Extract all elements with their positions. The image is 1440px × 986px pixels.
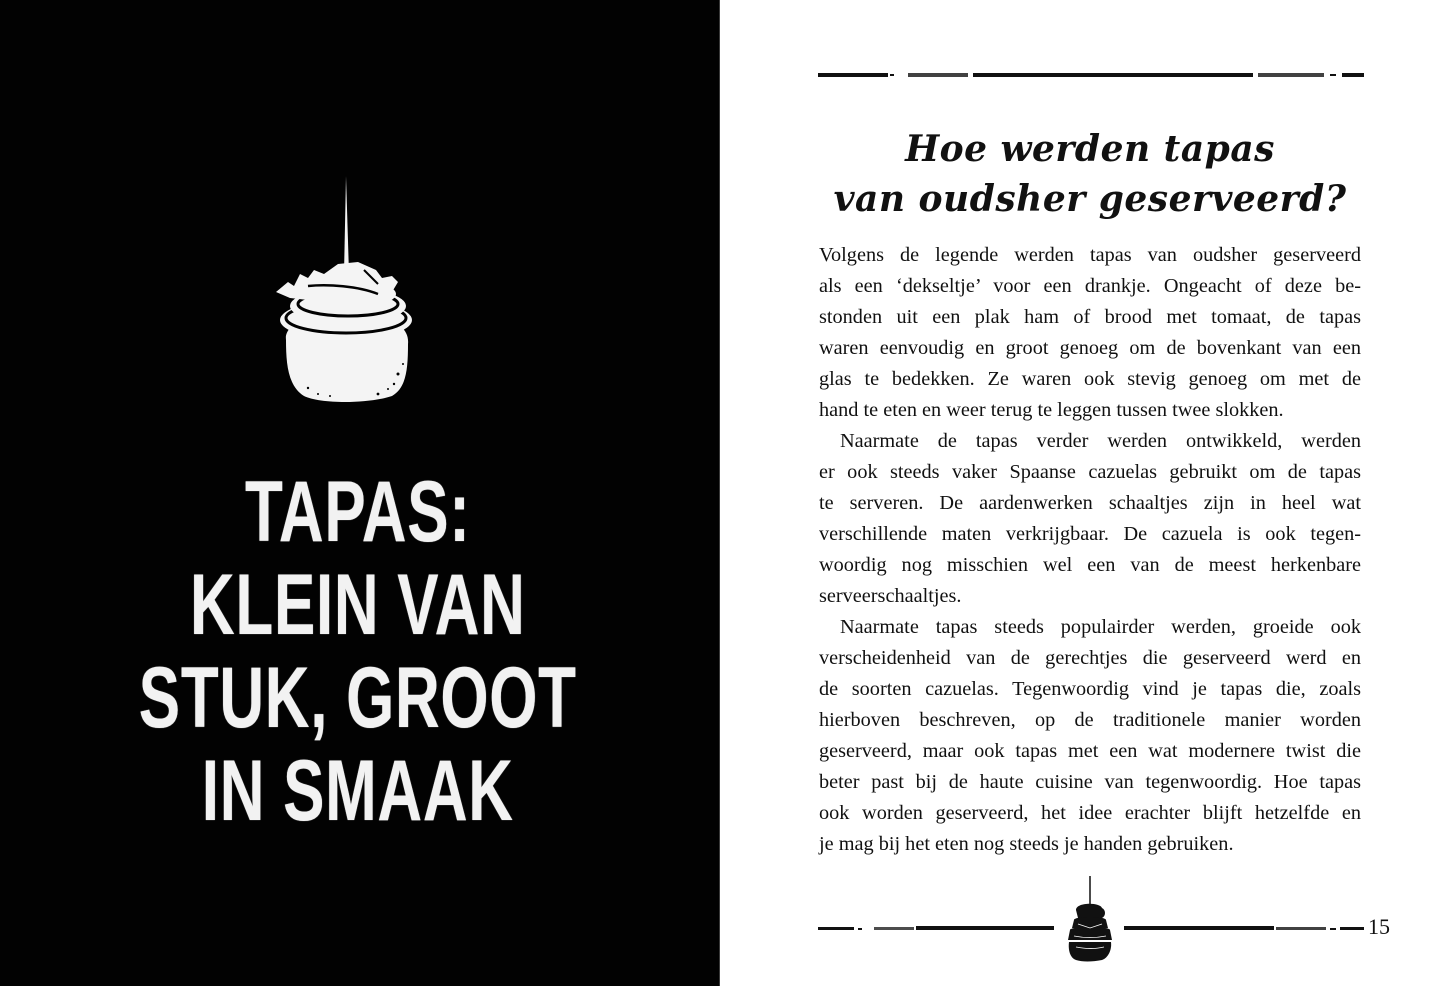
paragraph-line: stonden uit een plak ham of brood met tomaat, de tapas [819, 306, 1361, 328]
section-heading [820, 124, 1360, 224]
paragraph-line: ook worden geserveerd, het idee erachter blijft hetzelfde en [819, 802, 1361, 824]
tapas-skewer-icon [268, 174, 424, 406]
page-number: 15 [1368, 914, 1390, 939]
paragraph-line: geserveerd, maar ook tapas met een wat modernere twist die [819, 740, 1361, 762]
section-heading-line: Hoe werden tapas [905, 128, 1275, 170]
paragraph-line: er ook steeds vaker Spaanse cazuelas gebruikt om de tapas [819, 461, 1361, 483]
paragraph-line: als een ‘dekseltje’ voor een drankje. Ongeacht of deze be- [819, 275, 1361, 297]
paragraph-line: verscheidenheid van de gerechtjes die geserveerd werd en [819, 647, 1361, 669]
paragraph-line: te serveren. De aardenwerken schaaltjes zijn in heel wat [819, 492, 1361, 514]
tapas-stack-icon [1066, 874, 1114, 964]
paragraph-line: je mag bij het eten nog steeds je handen gebruiken. [819, 833, 1234, 855]
paragraph-line: Naarmate tapas steeds populairder werden, groeide ook [840, 616, 1361, 638]
paragraph-line: hand te eten en weer terug te leggen tussen twee slokken. [819, 399, 1284, 421]
chapter-title [99, 466, 617, 838]
paragraph-line: Naarmate de tapas verder werden ontwikkeld, werden [840, 430, 1361, 452]
paragraph-line: serveerschaaltjes. [819, 585, 962, 607]
body-text [819, 240, 1361, 860]
paragraph-line: woordig nog misschien wel een van de meest herkenbare [819, 554, 1361, 576]
footer-rule-left [818, 926, 1054, 931]
paragraph-line: hierboven beschreven, op de traditionele manier worden [819, 709, 1361, 731]
paragraph-line: waren eenvoudig en groot genoeg om de bovenkant van een [819, 337, 1361, 359]
chapter-title-line: STUK, GROOT [138, 650, 577, 746]
right-page [720, 0, 1440, 986]
paragraph-line: beter past bij de haute cuisine van tegenwoordig. Hoe tapas [819, 771, 1361, 793]
chapter-title-line: KLEIN VAN [189, 557, 526, 653]
footer-rule-right [1124, 926, 1364, 931]
chapter-title-line: TAPAS: [244, 464, 471, 560]
section-heading-line: van oudsher geserveerd? [833, 178, 1347, 220]
paragraph-line: glas te bedekken. Ze waren ook stevig genoeg om met de [819, 368, 1361, 390]
paragraph-line: Volgens de legende werden tapas van oudsher geserveerd [819, 244, 1361, 266]
page-footer [818, 874, 1398, 964]
paragraph-line: de soorten cazuelas. Tegenwoordig vind je tapas die, zoals [819, 678, 1361, 700]
top-decorative-rule [818, 72, 1364, 78]
paragraph-line: verschillende maten verkrijgbaar. De cazuela is ook tegen- [819, 523, 1361, 545]
chapter-title-line: IN SMAAK [201, 743, 514, 839]
